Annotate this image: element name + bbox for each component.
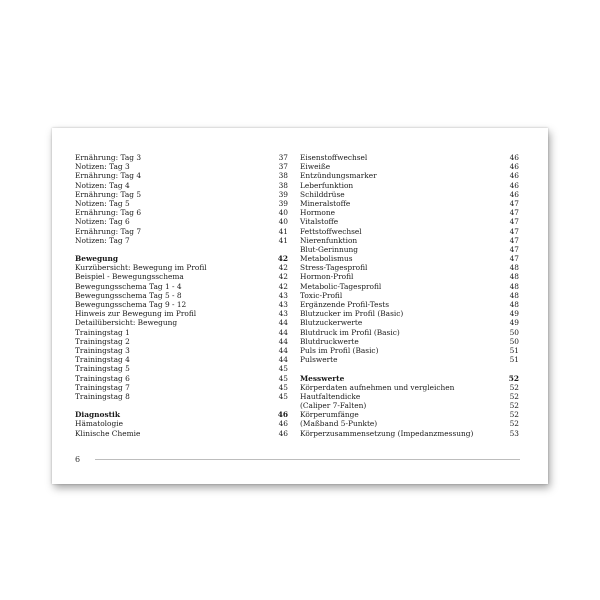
toc-entry-label: Trainingstag 3 bbox=[75, 345, 130, 355]
toc-entry-page: 40 bbox=[278, 208, 288, 218]
toc-entry-label: Hormon-Profil bbox=[300, 272, 354, 282]
toc-entry bbox=[300, 162, 519, 171]
toc-entry-page: 48 bbox=[509, 263, 519, 273]
toc-entry-page: 46 bbox=[278, 419, 288, 429]
toc-entry-page: 49 bbox=[509, 309, 519, 319]
toc-entry-label: Ernährung: Tag 5 bbox=[75, 189, 142, 199]
toc-entry bbox=[300, 272, 519, 281]
toc-entry-label: Trainingstag 4 bbox=[75, 355, 130, 365]
toc-entry bbox=[75, 263, 288, 272]
toc-entry-page: 43 bbox=[278, 300, 288, 309]
toc-entry-label: Kurzübersicht: Bewegung im Profil bbox=[75, 263, 207, 273]
toc-entry-label: Körperzusammensetzung (Impedanzmessung) bbox=[300, 428, 474, 438]
toc-entry-label: Körperumfänge bbox=[300, 410, 359, 420]
toc-entry-label: Notizen: Tag 7 bbox=[75, 235, 130, 245]
toc-entry-page: 40 bbox=[278, 217, 288, 227]
toc-entry-page: 53 bbox=[509, 428, 519, 438]
toc-entry-label: Bewegungsschema Tag 5 - 8 bbox=[75, 290, 182, 300]
toc-entry-label: Schilddrüse bbox=[300, 189, 345, 199]
toc-entry-page: 48 bbox=[509, 300, 519, 309]
toc-entry bbox=[75, 171, 288, 180]
toc-entry-page: 41 bbox=[278, 235, 288, 245]
toc-entry-page: 52 bbox=[509, 410, 519, 420]
toc-entry-label: Blutzuckerwerte bbox=[300, 318, 363, 328]
toc-entry-page: 52 bbox=[509, 382, 519, 392]
toc-entry-page: 42 bbox=[278, 272, 288, 282]
toc-entry-page: 43 bbox=[278, 290, 288, 300]
toc-entry bbox=[75, 236, 288, 245]
toc-entry-label: Entzündungsmarker bbox=[300, 171, 377, 181]
toc-entry bbox=[75, 227, 288, 236]
toc-entry bbox=[75, 282, 288, 291]
toc-entry bbox=[300, 309, 519, 318]
toc-entry-page: 52 bbox=[509, 419, 519, 429]
toc-entry-page: 46 bbox=[509, 189, 519, 199]
toc-entry-label: Beispiel - Bewegungsschema bbox=[75, 272, 184, 282]
toc-spacer bbox=[75, 401, 288, 410]
toc-entry-page: 49 bbox=[509, 318, 519, 328]
toc-entry-page: 38 bbox=[278, 180, 288, 190]
toc-entry bbox=[300, 383, 519, 392]
toc-entry-label: Ernährung: Tag 3 bbox=[75, 153, 142, 162]
page-number: 6 bbox=[75, 454, 81, 464]
toc-entry-page: 48 bbox=[509, 290, 519, 300]
toc-entry bbox=[75, 355, 288, 364]
toc-entry-page: 37 bbox=[278, 162, 288, 172]
toc-entry-page: 46 bbox=[509, 171, 519, 181]
book-page bbox=[52, 128, 548, 484]
toc-entry-label: Notizen: Tag 6 bbox=[75, 217, 130, 227]
footer-rule bbox=[95, 459, 520, 460]
toc-entry bbox=[300, 171, 519, 180]
toc-entry-label: Hautfaltendicke bbox=[300, 391, 361, 401]
toc-entry bbox=[75, 199, 288, 208]
toc-entry bbox=[300, 245, 519, 254]
toc-entry-label: Blutdruckwerte bbox=[300, 336, 359, 346]
toc-entry-page: 39 bbox=[278, 189, 288, 199]
toc-entry-label: Notizen: Tag 3 bbox=[75, 162, 130, 172]
toc-entry bbox=[75, 300, 288, 309]
toc-entry-page: 44 bbox=[278, 318, 288, 328]
toc-entry-label: Hinweis zur Bewegung im Profil bbox=[75, 309, 197, 319]
toc-entry-label: Stress-Tagesprofil bbox=[300, 263, 368, 273]
toc-entry-page: 47 bbox=[509, 208, 519, 218]
toc-entry-label: Hormone bbox=[300, 208, 336, 218]
toc-entry-label: Trainingstag 1 bbox=[75, 327, 130, 337]
toc-entry bbox=[75, 190, 288, 199]
toc-entry-page: 46 bbox=[509, 153, 519, 162]
toc-entry bbox=[300, 392, 519, 401]
toc-entry-label: Trainingstag 6 bbox=[75, 373, 130, 383]
toc-entry-page: 51 bbox=[509, 355, 519, 365]
toc-entry-label: Hämatologie bbox=[75, 419, 123, 429]
toc-section-heading bbox=[75, 254, 288, 263]
toc-entry-page: 52 bbox=[509, 401, 519, 411]
toc-entry-page: 38 bbox=[278, 171, 288, 181]
toc-entry-page: 47 bbox=[509, 217, 519, 227]
toc-entry bbox=[75, 318, 288, 327]
toc-entry-page: 52 bbox=[508, 373, 519, 383]
toc-entry bbox=[300, 208, 519, 217]
toc-entry bbox=[75, 217, 288, 226]
toc-entry bbox=[75, 208, 288, 217]
toc-entry-page: 44 bbox=[278, 336, 288, 346]
toc-entry-page: 50 bbox=[509, 327, 519, 337]
toc-entry bbox=[300, 328, 519, 337]
toc-entry bbox=[75, 346, 288, 355]
toc-entry-page: 45 bbox=[278, 373, 288, 383]
toc-entry-label: Mineralstoffe bbox=[300, 198, 351, 208]
toc-entry bbox=[75, 383, 288, 392]
toc-entry bbox=[300, 291, 519, 300]
toc-entry-label: Ernährung: Tag 7 bbox=[75, 226, 142, 236]
toc-entry-label: Trainingstag 5 bbox=[75, 364, 130, 374]
toc-entry bbox=[75, 162, 288, 171]
toc-entry-page: 45 bbox=[278, 382, 288, 392]
toc-entry-page: 52 bbox=[509, 391, 519, 401]
toc-entry bbox=[75, 309, 288, 318]
toc-entry-page: 44 bbox=[278, 345, 288, 355]
toc-entry bbox=[75, 328, 288, 337]
toc-entry bbox=[300, 300, 519, 309]
toc-entry-label: Bewegungsschema Tag 9 - 12 bbox=[75, 300, 187, 309]
toc-entry-page: 42 bbox=[278, 281, 288, 291]
toc-entry-page: 42 bbox=[277, 254, 288, 264]
toc-entry-page: 41 bbox=[278, 226, 288, 236]
toc-entry bbox=[300, 318, 519, 327]
toc-entry-page: 44 bbox=[278, 355, 288, 365]
toc-entry-label: Diagnostik bbox=[75, 410, 120, 420]
toc-entry-page: 47 bbox=[509, 226, 519, 236]
toc-entry bbox=[300, 346, 519, 355]
toc-entry-page: 48 bbox=[509, 281, 519, 291]
toc-entry-label: Notizen: Tag 4 bbox=[75, 180, 130, 190]
toc-entry-label: Trainingstag 2 bbox=[75, 336, 130, 346]
toc-entry-page: 51 bbox=[509, 345, 519, 355]
toc-entry-page: 47 bbox=[509, 235, 519, 245]
toc-entry bbox=[300, 282, 519, 291]
toc-entry bbox=[300, 181, 519, 190]
toc-entry bbox=[300, 190, 519, 199]
toc-entry-page: 46 bbox=[509, 180, 519, 190]
toc-entry bbox=[75, 272, 288, 281]
toc-spacer bbox=[75, 245, 288, 254]
toc-entry-label: Eisenstoffwechsel bbox=[300, 153, 368, 162]
toc-entry bbox=[75, 337, 288, 346]
toc-entry-page: 47 bbox=[509, 244, 519, 254]
toc-entry-label: Bewegungsschema Tag 1 - 4 bbox=[75, 281, 182, 291]
toc-entry-label: Ernährung: Tag 6 bbox=[75, 208, 142, 218]
toc-entry-label: Nierenfunktion bbox=[300, 235, 358, 245]
toc-entry bbox=[300, 355, 519, 364]
toc-entry bbox=[75, 374, 288, 383]
toc-entry-label: Körperdaten aufnehmen und vergleichen bbox=[300, 382, 455, 392]
toc-entry-label: Notizen: Tag 5 bbox=[75, 198, 130, 208]
toc-entry-label: Blutzucker im Profil (Basic) bbox=[300, 309, 404, 319]
toc-entry-label: Trainingstag 7 bbox=[75, 382, 130, 392]
toc-entry-page: 46 bbox=[278, 428, 288, 438]
toc-entry bbox=[75, 392, 288, 401]
toc-entry-label: Fettstoffwechsel bbox=[300, 226, 362, 236]
toc-entry bbox=[75, 291, 288, 300]
toc-entry-page: 47 bbox=[509, 254, 519, 264]
toc-entry-label: Bewegung bbox=[75, 254, 119, 264]
toc-left-column bbox=[75, 153, 288, 438]
toc-spacer bbox=[300, 364, 519, 373]
toc-entry bbox=[300, 217, 519, 226]
toc-entry-page: 39 bbox=[278, 198, 288, 208]
toc-entry-page: 46 bbox=[509, 162, 519, 172]
toc-entry-page: 50 bbox=[509, 336, 519, 346]
toc-entry bbox=[75, 153, 288, 162]
toc-entry bbox=[75, 181, 288, 190]
toc-entry-label: Ergänzende Profil-Tests bbox=[300, 300, 390, 309]
toc-entry-page: 37 bbox=[278, 153, 288, 162]
toc-entry bbox=[300, 236, 519, 245]
page-footer bbox=[75, 453, 520, 465]
toc-entry-page: 43 bbox=[278, 309, 288, 319]
toc-entry bbox=[300, 429, 519, 438]
toc-entry-label: Eiweiße bbox=[300, 162, 331, 172]
toc-entry-label: Pulswerte bbox=[300, 355, 338, 365]
toc-entry-page: 45 bbox=[278, 364, 288, 374]
toc-entry-page: 42 bbox=[278, 263, 288, 273]
toc-entry-page: 48 bbox=[509, 272, 519, 282]
toc-entry bbox=[300, 254, 519, 263]
toc-entry-label: Metabolic-Tagesprofil bbox=[300, 281, 382, 291]
toc-entry bbox=[300, 337, 519, 346]
toc-entry bbox=[300, 419, 519, 428]
toc-entry bbox=[75, 364, 288, 373]
toc-entry-label: Messwerte bbox=[300, 373, 345, 383]
toc-entry-label: Blut-Gerinnung bbox=[300, 244, 358, 254]
toc-entry bbox=[300, 410, 519, 419]
toc-entry-label: Detailübersicht: Bewegung bbox=[75, 318, 178, 328]
toc-section-heading bbox=[300, 374, 519, 383]
toc-entry-label: Metabolismus bbox=[300, 254, 353, 264]
toc-entry-label: (Maßband 5-Punkte) bbox=[300, 419, 378, 429]
toc-entry-page: 44 bbox=[278, 327, 288, 337]
toc-entry-label: Vitalstoffe bbox=[300, 217, 339, 227]
toc-section-heading bbox=[75, 410, 288, 419]
toc-entry-label: Leberfunktion bbox=[300, 180, 354, 190]
toc-entry-label: Trainingstag 8 bbox=[75, 391, 130, 401]
toc-entry-page: 46 bbox=[277, 410, 288, 420]
toc-entry bbox=[75, 429, 288, 438]
toc-entry-label: Toxic-Profil bbox=[300, 290, 343, 300]
toc-entry bbox=[300, 199, 519, 208]
toc-entry-page: 45 bbox=[278, 391, 288, 401]
toc-right-column bbox=[300, 153, 519, 438]
toc-entry-label: Puls im Profil (Basic) bbox=[300, 345, 379, 355]
toc-entry bbox=[300, 227, 519, 236]
toc-entry bbox=[300, 263, 519, 272]
toc-entry bbox=[300, 153, 519, 162]
toc-entry-label: Klinische Chemie bbox=[75, 428, 141, 438]
toc-entry-label: Ernährung: Tag 4 bbox=[75, 171, 142, 181]
toc-entry-page: 47 bbox=[509, 198, 519, 208]
toc-entry-label: Blutdruck im Profil (Basic) bbox=[300, 327, 400, 337]
toc-entry-label: (Caliper 7-Falten) bbox=[300, 401, 367, 411]
toc-entry bbox=[300, 401, 519, 410]
toc-entry bbox=[75, 419, 288, 428]
